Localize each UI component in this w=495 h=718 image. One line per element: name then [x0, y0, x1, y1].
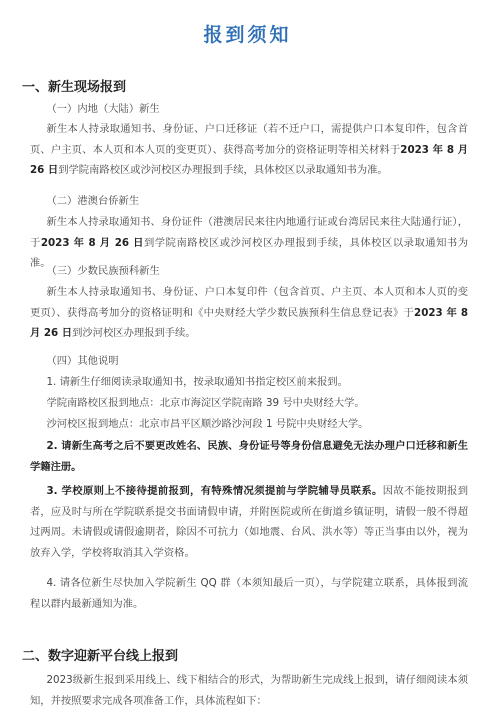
other-item1: 1. 请新生仔细阅读录取通知书，按录取通知书指定校区前来报到。 — [46, 376, 348, 388]
section1-heading: 一、新生现场报到 — [22, 80, 127, 95]
address-xueyuan: 学院南路校区报到地点：北京市海淀区学院南路 39 号中央财经大学。 — [46, 397, 365, 409]
mainland-subheading: （一）内地（大陆）新生 — [46, 103, 160, 115]
hmt-text-a: 新生本人持录取通知书、身份证件（港澳居民来往内地通行证或台湾居民来往大陆通行证），于 — [30, 216, 468, 249]
minority-date: 2023 年 8 月 26 日 — [30, 306, 468, 339]
minority-subheading: （三）少数民族预科新生 — [46, 265, 160, 277]
minority-text-a: 新生本人持录取通知书、身份证、户口本复印件（包含首页、户主页、本人页和本人页的变更页）、获得高考加分的资格证明和《中央财经大学少数民族预科生信息登记表》于 — [30, 286, 468, 319]
document-title: 报到须知 — [203, 24, 292, 46]
minority-text-b: 到沙河校区办理报到手续。 — [72, 327, 196, 339]
mainland-date: 2023 年 8 月 26 日 — [30, 143, 468, 176]
item3-bold: 3. 学校原则上不接待提前报到，有特殊情况须提前与学院辅导员联系。 — [46, 485, 383, 497]
item3-rest: 因故不能按期报到者，应及时与所在学院联系提交书面请假申请，并附医院或所在街道乡镇证明，请假一般不得超过两周。未请假或请假逾期者，除因不可抗力（如地震、台风、洪水等）等正当事由以外，视为放弃入学，学校将取消其入学资格。 — [30, 485, 468, 559]
address-shahe: 沙河校区报到地点：北京市昌平区顺沙路沙河段 1 号院中央财经大学。 — [46, 418, 369, 430]
hmt-date: 2023 年 8 月 26 日 — [40, 236, 144, 249]
other-item3 — [30, 481, 468, 563]
mainland-text-a: 新生本人持录取通知书、身份证、户口迁移证（若不迁户口，需提供户口本复印件，包含首页、户主页、本人页和本人页的变更页）、获得高考加分的资格证明等相关材料于 — [30, 123, 468, 156]
section2-paragraph: 2023级新生报到采用线上、线下相结合的形式，为帮助新生完成线上报到，请仔细阅读本须知，并按照要求完成各项准备工作，具体流程如下： — [30, 674, 468, 707]
hmt-subheading: （二）港澳台侨新生 — [46, 195, 140, 207]
minority-paragraph — [30, 282, 468, 344]
other-item4: 4. 请各位新生尽快加入学院新生 QQ 群（本须知最后一页），与学院建立联系，具体报到流程以群内最新通知为准。 — [30, 577, 468, 610]
mainland-text-b: 到学院南路校区或沙河校区办理报到手续，具体校区以录取通知书为准。 — [58, 164, 388, 176]
section2-heading: 二、数字迎新平台线上报到 — [22, 649, 179, 664]
hmt-text-b: 到学院南路校区或沙河校区办理报到手续，具体校区以录取通知书为准。 — [30, 236, 469, 269]
mainland-paragraph — [30, 119, 468, 181]
other-item2: 2. 请新生高考之后不要更改姓名、民族、身份证号等身份信息避免无法办理户口迁移和新生学籍注册。 — [30, 440, 468, 473]
other-subheading: （四）其他说明 — [46, 355, 119, 367]
